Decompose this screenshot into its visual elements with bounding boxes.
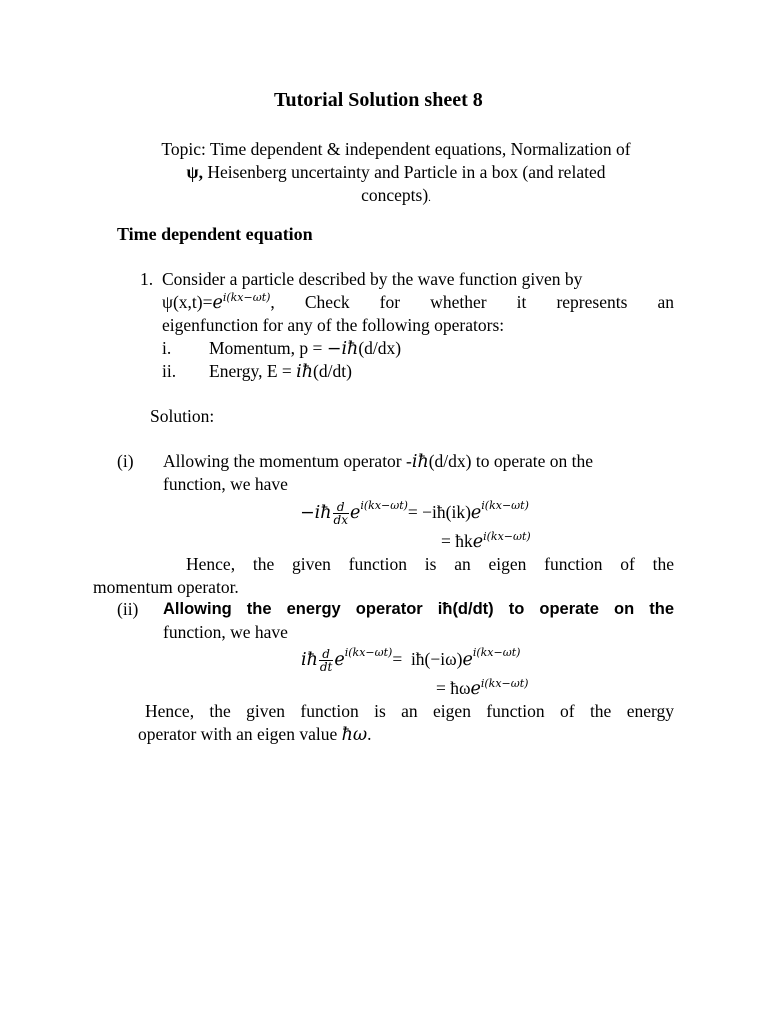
part-2-conclusion-line-2 — [138, 723, 372, 747]
part-2-conclusion-line-1: Hence, the given function is an eigen function of the energy — [145, 701, 674, 721]
part-1-text-a: Allowing the momentum operator - — [163, 451, 412, 471]
psi-expression: ψ(x,t)= — [162, 292, 213, 312]
part-2-conclusion-text: operator with an eigen value — [138, 724, 342, 744]
exp-superscript: i(kx−ωt) — [360, 499, 408, 512]
operator-item-label: Energy, E = — [209, 361, 297, 381]
operator-arg: (d/dt) — [313, 361, 352, 381]
part-1-number: (i) — [117, 451, 134, 471]
eq-rhs: = ħk — [441, 531, 473, 551]
equation-1a — [300, 494, 529, 530]
part-2-conclusion-dot: . — [367, 724, 372, 744]
topic-line-3-dot: . — [428, 192, 431, 204]
topic-line-2-text: Heisenberg uncertainty and Particle in a box (and related — [202, 162, 606, 182]
exp-base: e — [470, 503, 482, 523]
equation-2a — [301, 641, 520, 677]
exp-base: e — [470, 679, 481, 699]
operator-symbol: −iħ — [326, 339, 359, 359]
exp-base: e — [462, 650, 473, 670]
equation-1b — [441, 530, 531, 554]
eq-rhs: = ħω — [436, 678, 471, 698]
question-line-3: eigenfunction for any of the following operators: — [162, 315, 505, 335]
page-title: Tutorial Solution sheet 8 — [274, 89, 483, 111]
operator-item-momentum — [209, 337, 401, 361]
frac-denominator: dt — [319, 660, 333, 675]
frac-numerator: d — [333, 501, 349, 514]
exp-superscript: i(kx−ωt) — [344, 646, 393, 659]
operator-item-energy — [209, 360, 352, 384]
operator-item-label: Momentum, p = — [209, 338, 327, 358]
exp-superscript: i(kx−ωt) — [481, 499, 529, 512]
topic-line-3-text: concepts) — [361, 185, 429, 205]
psi-symbol: ψ, — [186, 162, 203, 182]
solution-label: Solution: — [150, 406, 215, 426]
operator-item-num: ii. — [162, 361, 177, 381]
derivative-fraction — [333, 501, 349, 526]
question-line-2 — [162, 291, 674, 315]
exp-base: e — [349, 503, 361, 523]
exp-superscript: i(kx−ωt) — [483, 530, 531, 543]
question-line-2-text: , Check for whether it represents an — [270, 292, 674, 312]
part-2-number: (ii) — [117, 599, 139, 619]
exp-superscript: i(kx−ωt) — [222, 291, 271, 304]
exp-superscript: i(kx−ωt) — [480, 677, 529, 690]
eq-rhs: = −iħ(ik) — [407, 502, 471, 522]
part-1-text-b: (d/dx) to operate on the — [428, 451, 593, 471]
derivative-fraction — [319, 648, 334, 673]
topic-line-3 — [100, 184, 692, 210]
operator-symbol: iħ — [296, 362, 314, 382]
topic-line-2 — [100, 161, 692, 184]
equation-2b — [436, 677, 528, 701]
part-1-conclusion-line-2: momentum operator. — [93, 577, 239, 597]
exp-base: e — [334, 650, 345, 670]
operator-arg: (d/dx) — [358, 338, 402, 358]
section-heading: Time dependent equation — [117, 224, 313, 244]
eq-operator: −iħ — [300, 503, 332, 523]
topic-line-1: Topic: Time dependent & independent equations, Normalization of — [161, 139, 631, 159]
exp-base: e — [212, 293, 223, 313]
exp-superscript: i(kx−ωt) — [472, 646, 521, 659]
eigen-value: ħω — [341, 725, 368, 745]
exp-base: e — [472, 532, 484, 552]
part-1-line-2: function, we have — [163, 474, 288, 494]
part-2-line-2: function, we have — [163, 622, 288, 642]
frac-numerator: d — [319, 648, 334, 661]
eq-rhs: = iħ(−iω) — [392, 649, 463, 669]
operator-symbol: iħ — [411, 452, 429, 472]
question-number: 1. — [140, 269, 154, 289]
operator-item-num: i. — [162, 338, 172, 358]
part-2-line-1: Allowing the energy operator iħ(d/dt) to operate on the — [163, 600, 674, 618]
eq-operator: iħ — [301, 650, 318, 670]
question-line-1: Consider a particle described by the wave function given by — [162, 269, 583, 289]
frac-denominator: dx — [333, 513, 348, 528]
part-1-line-1 — [163, 450, 593, 474]
part-1-conclusion-line-1: Hence, the given function is an eigen function of the — [186, 554, 674, 574]
